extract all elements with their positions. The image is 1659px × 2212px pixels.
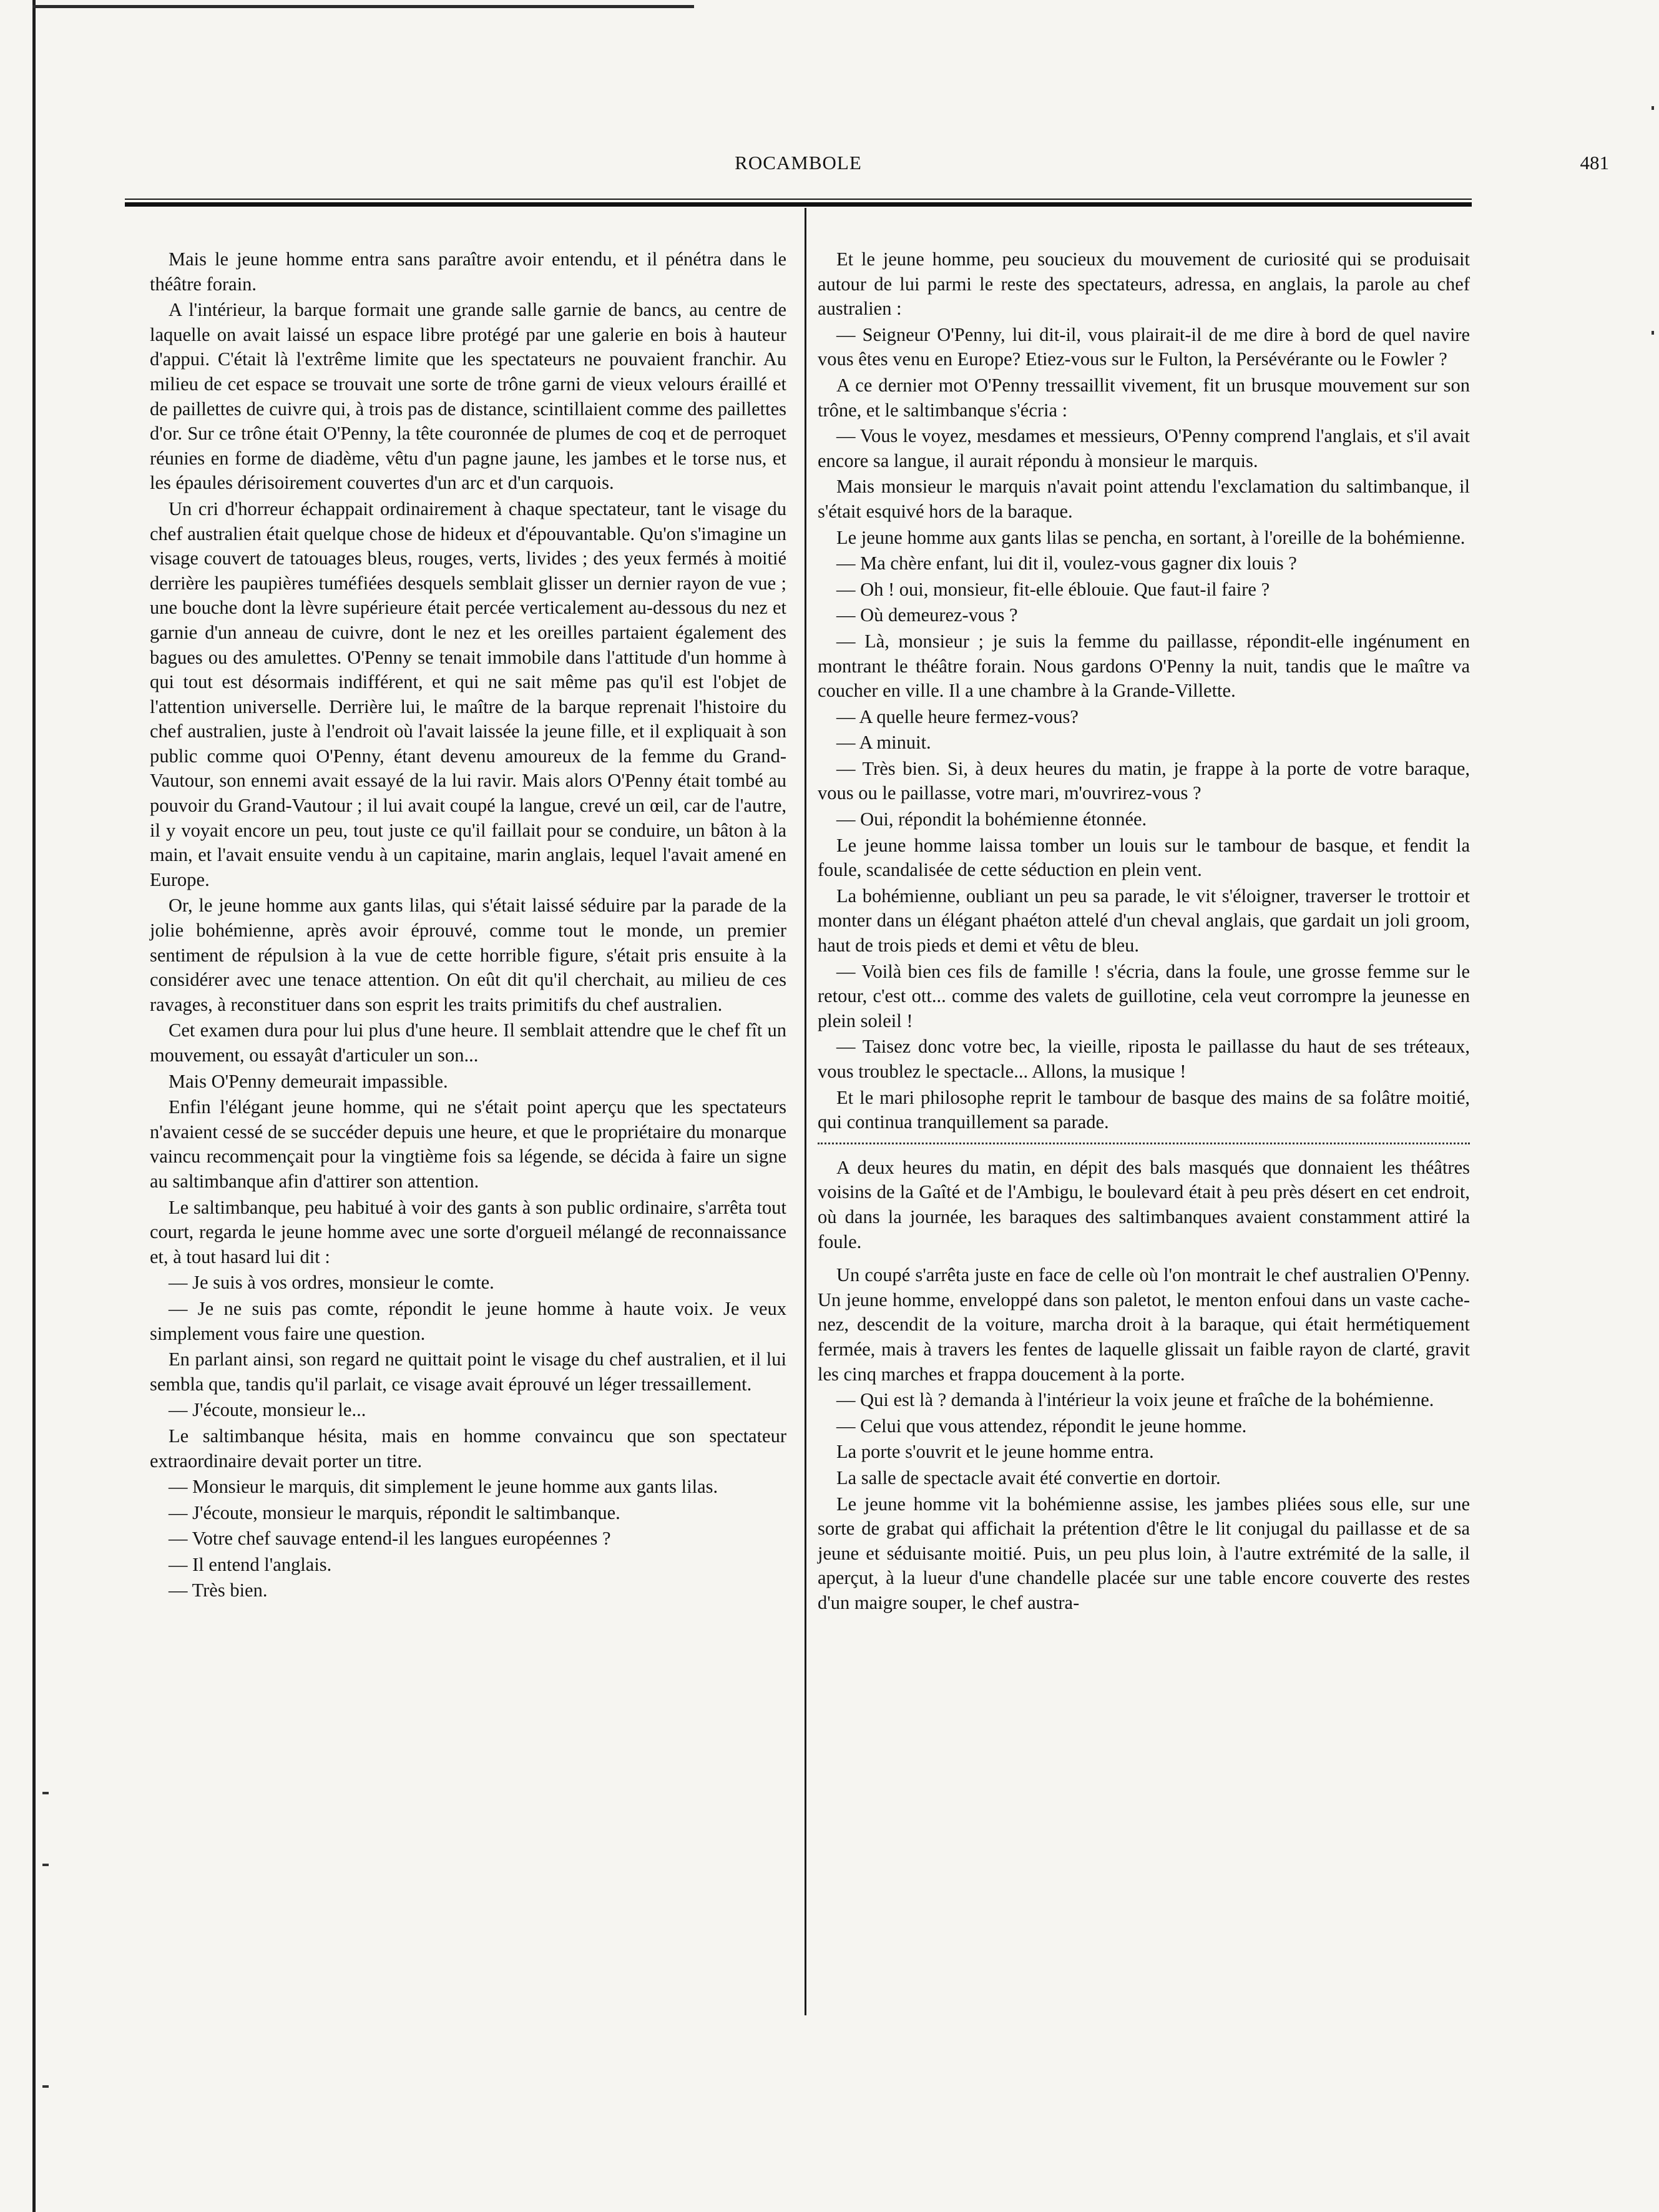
- paragraph: — Il entend l'anglais.: [169, 1553, 332, 1575]
- paragraph: A ce dernier mot O'Penny tressaillit vivement, fit un brusque mouvement sur son trône, et le saltimbanque s'écria :: [818, 374, 1470, 421]
- paragraph: — Là, monsieur ; je suis la femme du paillasse, répondit-elle ingénument en montrant le théâtre forain. Nous gardons O'Penny la nuit, tandis que le maître va coucher en ville. Il a une chambre à la Grande-Villette.: [818, 630, 1470, 702]
- margin-speck: [1652, 106, 1654, 110]
- paragraph: Enfin l'élégant jeune homme, qui ne s'était point aperçu que les spectateurs n'avaient cessé de se succéder depuis une heure, et que le propriétaire du monarque vaincu recommençait pour la vingtième fois sa légende, se décida à faire un signe au saltimbanque afin d'attirer son attention.: [150, 1096, 786, 1192]
- paragraph: — J'écoute, monsieur le marquis, répondit le saltimbanque.: [169, 1502, 620, 1523]
- paragraph: Le saltimbanque hésita, mais en homme convaincu que son spectateur extraordinaire devait porter un titre.: [150, 1425, 786, 1472]
- paragraph: — Oui, répondit la bohémienne étonnée.: [836, 809, 1147, 830]
- right-column: [818, 247, 1470, 1615]
- paragraph: Le jeune homme laissa tomber un louis sur le tambour de basque, et fendit la foule, scandalisée de cette séduction en plein vent.: [818, 834, 1470, 881]
- paragraph: — Ma chère enfant, lui dit il, voulez-vous gagner dix louis ?: [836, 553, 1297, 574]
- paragraph: — Très bien.: [169, 1580, 268, 1601]
- margin-speck: [42, 1792, 49, 1794]
- paragraph: Et le jeune homme, peu soucieux du mouvement de curiosité qui se produisait autour de lui parmi le reste des spectateurs, adressa, en anglais, la parole au chef australien :: [818, 248, 1470, 320]
- paragraph: Mais O'Penny demeurait impassible.: [169, 1070, 448, 1092]
- page-header: [125, 152, 1609, 177]
- page-number: 481: [1580, 152, 1609, 174]
- paragraph: Le jeune homme vit la bohémienne assise, les jambes pliées sous elle, sur une sorte de grabat qui affichait la prétention d'être le lit conjugal du paillasse et de sa jeune et séduisante moitié. Puis, un peu plus loin, à l'autre extrémité de la salle, il aperçut, à la lueur d'une chandelle placée sur une table encore couverte des restes d'un maigre souper, le chef austra-: [818, 1493, 1470, 1613]
- margin-speck: [1652, 331, 1654, 335]
- paragraph: La salle de spectacle avait été convertie en dortoir.: [836, 1467, 1221, 1488]
- paragraph: — Taisez donc votre bec, la vieille, riposta le paillasse du haut de ses tréteaux, vous troublez le spectacle... Allons, la musique !: [818, 1036, 1470, 1082]
- paragraph: — Oh ! oui, monsieur, fit-elle éblouie. Que faut-il faire ?: [836, 578, 1270, 600]
- section-separator-dots: [818, 1143, 1470, 1144]
- header-rule-thin: [125, 199, 1472, 200]
- paragraph: Or, le jeune homme aux gants lilas, qui s'était laissé séduire par la parade de la jolie bohémienne, après avoir éprouvé, comme tout le monde, un premier sentiment de répulsion à la vue de cette horrible figure, s'était pris ensuite à la considérer avec une tenace attention. On eût dit qu'il cherchait, au milieu de ces ravages, à reconstituer dans son esprit les traits primitifs du chef australien.: [150, 895, 786, 1015]
- paragraph: — Je suis à vos ordres, monsieur le comte.: [169, 1272, 494, 1294]
- page-edge-rule: [32, 0, 36, 2212]
- paragraph: Le saltimbanque, peu habitué à voir des gants à son public ordinaire, s'arrêta tout court, regarda le jeune homme avec une sorte d'orgueil mélangé de reconnaissance et, à tout hasard lui dit :: [150, 1196, 786, 1267]
- paragraph: Et le mari philosophe reprit le tambour de basque des mains de sa folâtre moitié, qui continua tranquillement sa parade.: [818, 1086, 1470, 1133]
- paragraph: — Très bien. Si, à deux heures du matin, je frappe à la porte de votre baraque, vous ou le paillasse, votre mari, m'ouvrirez-vous ?: [818, 757, 1470, 804]
- header-rule-thick: [125, 202, 1472, 207]
- paragraph: — A quelle heure fermez-vous?: [836, 705, 1079, 727]
- paragraph: — Où demeurez-vous ?: [836, 604, 1018, 626]
- margin-speck: [42, 2085, 49, 2088]
- paragraph: — J'écoute, monsieur le...: [169, 1399, 366, 1421]
- paragraph: La porte s'ouvrit et le jeune homme entra.: [836, 1441, 1154, 1463]
- paragraph-gap: [818, 1254, 1470, 1263]
- left-column: [150, 247, 786, 1603]
- paragraph: A l'intérieur, la barque formait une grande salle garnie de bancs, au centre de laquelle on avait laissé un espace libre protégé par une galerie en bois à hauteur d'appui. C'était là l'extrême limite que les spectateurs ne pouvaient franchir. Au milieu de cet espace se trouvait une sorte de trône garni de vieux velours éraillé et de paillettes de cuivre qui, à trois pas de distance, scintillaient comme des paillettes d'or. Sur ce trône était O'Penny, la tête couronnée de plumes de coq et de perroquet réunies en forme de diadème, vêtu d'un pagne jaune, les jambes et le torse nus, et les épaules dérisoirement couvertes d'un arc et d'un carquois.: [150, 299, 786, 494]
- paragraph: A deux heures du matin, en dépit des bals masqués que donnaient les théâtres voisins de la Gaîté et de l'Ambigu, le boulevard était à peu près désert en cet endroit, où dans la journée, les baraques des saltimbanques avaient constamment attiré la foule.: [818, 1156, 1470, 1252]
- paragraph: Mais monsieur le marquis n'avait point attendu l'exclamation du saltimbanque, il s'était esquivé hors de la baraque.: [818, 476, 1470, 522]
- paragraph: Un coupé s'arrêta juste en face de celle où l'on montrait le chef australien O'Penny. Un jeune homme, enveloppé dans son paletot, le menton enfoui dans un vaste cache-nez, descendit de la voiture, marcha droit à la baraque, qui était hermétiquement fermée, mais à travers les fentes de laquelle glissait un faible rayon de clarté, gravit les cinq marches et frappa doucement à la porte.: [818, 1264, 1470, 1385]
- paragraph: Cet examen dura pour lui plus d'une heure. Il semblait attendre que le chef fît un mouvement, ou essayât d'articuler un son...: [150, 1020, 786, 1066]
- paragraph: — Seigneur O'Penny, lui dit-il, vous plairait-il de me dire à bord de quel navire vous êtes venu en Europe? Etiez-vous sur le Fulton, la Persévérante ou le Fowler ?: [818, 323, 1470, 370]
- column-divider: [805, 208, 806, 2015]
- paragraph: — Monsieur le marquis, dit simplement le jeune homme aux gants lilas.: [169, 1476, 718, 1498]
- paragraph: — Voilà bien ces fils de famille ! s'écria, dans la foule, une grosse femme sur le retour, c'est ott... comme des valets de guillotine, cela veut corrompre la jeunesse en plein soleil !: [818, 960, 1470, 1031]
- paragraph: — Celui que vous attendez, répondit le jeune homme.: [836, 1415, 1247, 1437]
- running-title: ROCAMBOLE: [735, 152, 862, 174]
- paragraph: — Vous le voyez, mesdames et messieurs, O'Penny comprend l'anglais, et s'il avait encore sa langue, il aurait répondu à monsieur le marquis.: [818, 425, 1470, 471]
- paragraph: Le jeune homme aux gants lilas se pencha, en sortant, à l'oreille de la bohémienne.: [836, 526, 1466, 548]
- paragraph: Un cri d'horreur échappait ordinairement à chaque spectateur, tant le visage du chef australien était quelque chose de hideux et d'épouvantable. Qu'on s'imagine un visage couvert de tatouages bleus, rouges, verts, livides ; des yeux fermés à moitié derrière les paupières tuméfiées desquels semblait glisser un dernier rayon de vue ; une bouche dont la lèvre supérieure était percée verticalement au-dessous du nez et garnie d'un anneau de cuivre, dont le nez et les oreilles partaient également des bagues ou des amulettes. O'Penny se tenait immobile dans l'attitude d'un homme à qui tout est désormais indifférent, et qui ne sait même pas qu'il est l'objet de l'attention universelle. Derrière lui, le maître de la barque reprenait l'histoire du chef australien, juste à l'endroit où l'avait laissée la jeune fille, et il expliquait à son public comme quoi O'Penny, étant devenu amoureux de la femme du Grand-Vautour, son ennemi avait essayé de la lui ravir. Mais alors O'Penny était tombé au pouvoir du Grand-Vautour ; il lui avait coupé la langue, crevé un œil, car de l'autre, il y voyait encore un peu, tout juste ce qu'il faillait pour se conduire, un bâton à la main, et l'avait ensuite vendu à un capitaine, marin anglais, lequel l'avait amené en Europe.: [150, 498, 786, 890]
- paragraph: — Qui est là ? demanda à l'intérieur la voix jeune et fraîche de la bohémienne.: [836, 1389, 1434, 1411]
- paragraph: — Je ne suis pas comte, répondit le jeune homme à haute voix. Je veux simplement vous faire une question.: [150, 1297, 786, 1344]
- paragraph: Mais le jeune homme entra sans paraître avoir entendu, et il pénétra dans le théâtre forain.: [150, 248, 786, 295]
- paragraph: En parlant ainsi, son regard ne quittait point le visage du chef australien, et il lui sembla que, tandis qu'il parlait, ce visage avait éprouvé un léger tressaillement.: [150, 1349, 786, 1395]
- paragraph: — A minuit.: [836, 732, 931, 754]
- paragraph: — Votre chef sauvage entend-il les langues européennes ?: [169, 1528, 611, 1550]
- scan-top-edge: [32, 5, 694, 8]
- paragraph: La bohémienne, oubliant un peu sa parade, le vit s'éloigner, traverser le trottoir et monter dans un élégant phaéton attelé d'un cheval anglais, que gardait un joli groom, haut de trois pieds et demi et vêtu de bleu.: [818, 885, 1470, 956]
- margin-speck: [42, 1864, 49, 1866]
